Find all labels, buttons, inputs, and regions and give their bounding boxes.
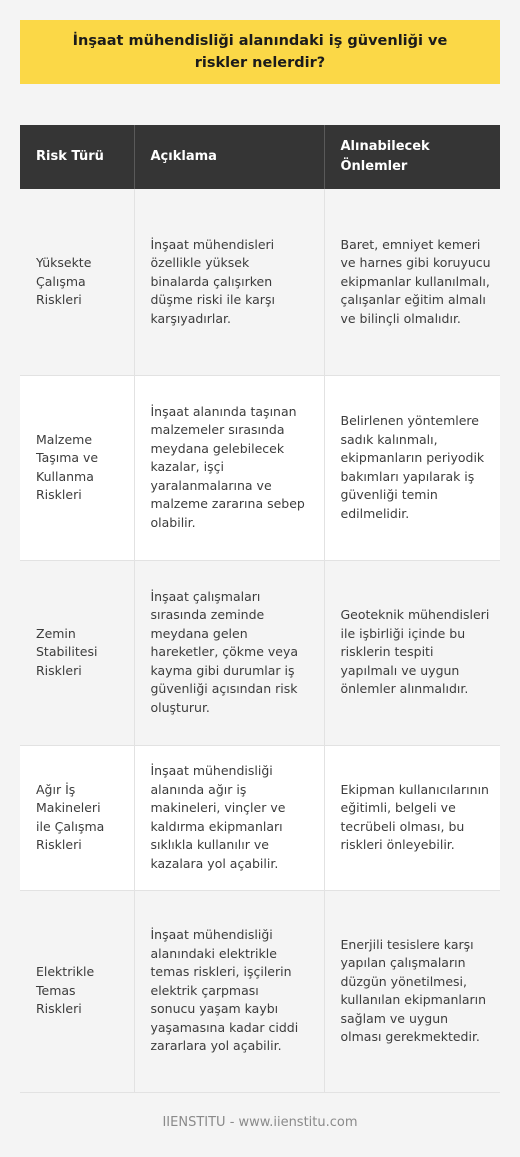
title-banner xyxy=(20,20,500,84)
page-title: İnşaat mühendisliği alanındaki iş güvenliği ve riskler nelerdir? xyxy=(72,33,448,71)
table-header-row xyxy=(20,125,500,189)
measures-cell: Ekipman kullanıcılarının eğitimli, belgeli ve tecrübeli olması, bu riskleri önleyebilir. xyxy=(324,745,500,890)
table-row xyxy=(20,890,500,1092)
footer-credit: IIENSTITU - www.iienstitu.com xyxy=(162,1115,358,1130)
risk-type-cell: Ağır İş Makineleri ile Çalışma Riskleri xyxy=(20,745,134,890)
table-row xyxy=(20,560,500,745)
table-row xyxy=(20,375,500,560)
column-header-risk-type: Risk Türü xyxy=(36,149,104,164)
description-cell: İnşaat mühendisliği alanında ağır iş makineleri, vinçler ve kaldırma ekipmanları sıklıkla kullanılır ve kazalara yol açabilir. xyxy=(134,745,324,890)
measures-cell: Belirlenen yöntemlere sadık kalınmalı, ekipmanların periyodik bakımları yapılarak iş güvenliği temin edilmelidir. xyxy=(324,375,500,560)
column-header-measures: Alınabilecek Önlemler xyxy=(324,125,500,189)
description-cell: İnşaat mühendisleri özellikle yüksek binalarda çalışırken düşme riski ile karşı karşıyadırlar. xyxy=(134,189,324,375)
risk-type-cell: Yüksekte Çalışma Riskleri xyxy=(20,189,134,375)
table-row xyxy=(20,189,500,375)
measures-cell: Geoteknik mühendisleri ile işbirliği içinde bu risklerin tespiti yapılmalı ve uygun önlemler alınmalıdır. xyxy=(324,560,500,745)
risk-type-cell: Elektrikle Temas Riskleri xyxy=(20,890,134,1092)
description-cell: İnşaat mühendisliği alanındaki elektrikle temas riskleri, işçilerin elektrik çarpması sonucu yaşam kaybı yaşamasına kadar ciddi zararlara yol açabilir. xyxy=(134,890,324,1092)
description-cell: İnşaat alanında taşınan malzemeler sırasında meydana gelebilecek kazalar, işçi yaralanmalarına ve malzeme zararına sebep olabilir. xyxy=(134,375,324,560)
measures-cell: Enerjili tesislere karşı yapılan çalışmaların düzgün yönetilmesi, kullanılan ekipmanların sağlam ve uygun olması gerekmektedir. xyxy=(324,890,500,1092)
description-cell: İnşaat çalışmaları sırasında zeminde meydana gelen hareketler, çökme veya kayma gibi durumlar iş güvenliği açısından risk oluşturur. xyxy=(134,560,324,745)
risk-type-cell: Zemin Stabilitesi Riskleri xyxy=(20,560,134,745)
table-row xyxy=(20,745,500,890)
risk-type-cell: Malzeme Taşıma ve Kullanma Riskleri xyxy=(20,375,134,560)
column-header-description: Açıklama xyxy=(134,125,324,189)
risk-table xyxy=(20,125,500,1093)
measures-cell: Baret, emniyet kemeri ve harnes gibi koruyucu ekipmanlar kullanılmalı, çalışanlar eğitim almalı ve bilinçli olmalıdır. xyxy=(324,189,500,375)
